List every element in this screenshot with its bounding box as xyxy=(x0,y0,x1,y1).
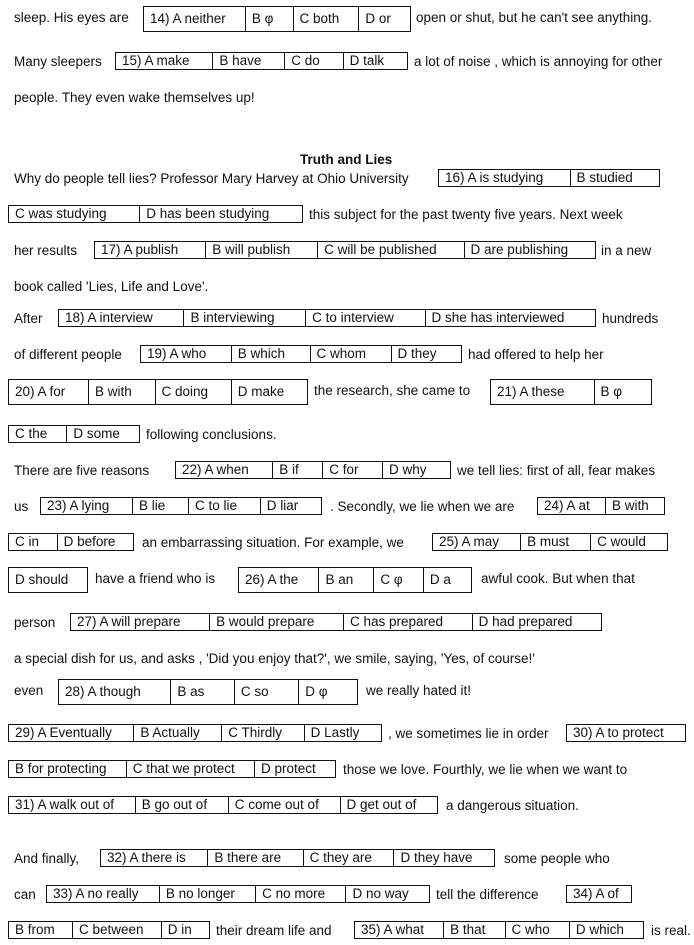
sentence-text: her results xyxy=(14,243,78,258)
answer-option[interactable]: B that xyxy=(444,922,505,938)
sentence-text: After xyxy=(14,311,43,326)
sentence-text: And finally, xyxy=(14,851,80,866)
sentence-text: their dream life and xyxy=(216,923,332,938)
answer-option[interactable]: D they have xyxy=(400,850,473,865)
text-line xyxy=(0,796,694,818)
answer-option[interactable]: C that we protect xyxy=(127,761,255,777)
answer-choice-group xyxy=(8,425,140,443)
answer-option[interactable]: D get out of xyxy=(346,797,417,812)
text-line xyxy=(0,681,694,703)
answer-option[interactable]: C do xyxy=(285,53,343,69)
text-line xyxy=(0,569,694,591)
sentence-text: an embarrassing situation. For example, we xyxy=(142,535,404,550)
text-line xyxy=(0,613,694,635)
sentence-text: open or shut, but he can't see anything. xyxy=(416,10,652,25)
sentence-text: is real. xyxy=(651,923,691,938)
answer-option[interactable]: B an xyxy=(319,568,374,592)
answer-option[interactable]: C would xyxy=(597,534,646,549)
answer-choice-group xyxy=(8,379,308,405)
answer-option[interactable]: B which xyxy=(232,346,311,362)
answer-option[interactable]: 30) A to protect xyxy=(573,725,664,740)
answer-option[interactable]: D before xyxy=(63,534,116,549)
section-title: Truth and Lies xyxy=(300,152,393,167)
answer-option[interactable]: B with xyxy=(89,380,155,404)
answer-option[interactable]: C come out of xyxy=(229,797,341,813)
answer-option[interactable]: D had prepared xyxy=(478,614,573,629)
answer-option[interactable]: 26) A the xyxy=(239,568,319,592)
answer-option[interactable]: B will publish xyxy=(206,242,318,258)
answer-option[interactable]: B must xyxy=(521,534,591,550)
answer-option[interactable]: C who xyxy=(506,922,570,938)
sentence-text: we tell lies: first of all, fear makes xyxy=(457,463,656,478)
answer-option[interactable]: B lie xyxy=(133,498,189,514)
answer-option[interactable]: C in xyxy=(9,534,58,550)
answer-choice-group xyxy=(94,241,596,259)
answer-option[interactable]: C has prepared xyxy=(344,614,473,630)
answer-option[interactable]: 24) A at xyxy=(538,498,606,514)
text-line xyxy=(0,241,694,263)
answer-option[interactable]: 28) A though xyxy=(59,680,171,704)
sentence-text: . Secondly, we lie when we are xyxy=(330,499,515,514)
text-line xyxy=(0,425,694,447)
answer-option[interactable]: B there are xyxy=(208,850,303,866)
answer-option[interactable]: 33) A no really xyxy=(47,886,160,902)
answer-option[interactable]: 15) A make xyxy=(116,53,213,69)
sentence-text: person xyxy=(14,615,56,630)
sentence-text: tell the difference xyxy=(436,887,539,902)
answer-option[interactable]: C doing xyxy=(156,380,232,404)
answer-option[interactable]: D she has interviewed xyxy=(431,310,565,325)
answer-option[interactable]: C Thirdly xyxy=(222,725,304,741)
sentence-text: a dangerous situation. xyxy=(446,798,579,813)
sentence-text: this subject for the past twenty five years. Next week xyxy=(309,207,623,222)
answer-choice-group xyxy=(46,885,430,903)
answer-choice-group xyxy=(8,567,88,593)
answer-option[interactable]: D no way xyxy=(352,886,409,901)
text-line xyxy=(0,649,694,671)
answer-option[interactable]: C the xyxy=(9,426,67,442)
text-line xyxy=(0,277,694,299)
sentence-text: awful cook. But when that xyxy=(481,571,635,586)
text-line xyxy=(0,849,694,871)
text-line xyxy=(0,205,694,227)
answer-choice-group xyxy=(8,921,210,939)
answer-option[interactable]: B Actually xyxy=(134,725,222,741)
text-line xyxy=(0,461,694,483)
answer-option[interactable]: 27) A will prepare xyxy=(71,614,210,630)
answer-choice-group xyxy=(58,309,596,327)
answer-option[interactable]: 23) A lying xyxy=(41,498,133,514)
answer-option[interactable]: C was studying xyxy=(9,206,140,222)
answer-choice-group xyxy=(8,533,134,551)
answer-option[interactable]: 14) A neither xyxy=(144,7,246,31)
answer-option[interactable]: D which xyxy=(575,922,624,937)
sentence-text: sleep. His eyes are xyxy=(14,10,129,25)
answer-option[interactable]: 22) A when xyxy=(176,462,273,478)
answer-option[interactable]: 19) A who xyxy=(141,346,232,362)
answer-option[interactable]: 29) A Eventually xyxy=(9,725,134,741)
answer-option[interactable]: D φ xyxy=(305,684,328,699)
answer-option[interactable]: C will be published xyxy=(318,242,464,258)
sentence-text: book called 'Lies, Life and Love'. xyxy=(14,279,209,294)
text-line xyxy=(0,533,694,555)
sentence-text: the research, she came to xyxy=(314,383,471,398)
answer-option[interactable]: 16) A is studying xyxy=(439,170,571,186)
answer-option[interactable]: C to interview xyxy=(306,310,425,326)
text-line xyxy=(0,760,694,782)
answer-option[interactable]: D Lastly xyxy=(310,725,360,740)
sentence-text: even xyxy=(14,683,44,698)
text-line xyxy=(0,169,694,191)
answer-choice-group xyxy=(8,205,303,223)
answer-option[interactable]: D has been studying xyxy=(146,206,270,221)
answer-option[interactable]: C between xyxy=(73,922,162,938)
answer-choice-group xyxy=(140,345,462,363)
answer-option[interactable]: B as xyxy=(171,680,235,704)
answer-choice-group xyxy=(100,849,495,867)
answer-option[interactable]: B from xyxy=(9,922,73,938)
answer-option[interactable]: D why xyxy=(389,462,427,477)
answer-option[interactable]: 35) A what xyxy=(355,922,444,938)
text-line xyxy=(0,52,694,74)
answer-choice-group xyxy=(432,533,668,551)
text-line xyxy=(0,8,694,30)
sentence-text: those we love. Fourthly, we lie when we want to xyxy=(343,762,628,777)
answer-choice-group xyxy=(40,497,322,515)
answer-option[interactable]: D protect xyxy=(261,761,316,776)
text-line xyxy=(0,309,694,331)
text-line xyxy=(0,497,694,519)
answer-option[interactable]: C so xyxy=(235,680,299,704)
answer-choice-group xyxy=(238,567,472,593)
sentence-text: in a new xyxy=(601,243,652,258)
sentence-text: Many sleepers xyxy=(14,54,102,69)
answer-option[interactable]: B interviewing xyxy=(184,310,306,326)
answer-option[interactable]: C φ xyxy=(374,568,423,592)
answer-option[interactable]: 20) A for xyxy=(9,380,89,404)
answer-choice-group xyxy=(70,613,602,631)
sentence-text: hundreds xyxy=(602,311,659,326)
sentence-text: we really hated it! xyxy=(366,683,472,698)
answer-choice-group xyxy=(438,169,660,187)
answer-choice-group xyxy=(175,461,451,479)
answer-choice-group xyxy=(115,52,408,70)
answer-option[interactable]: 31) A walk out of xyxy=(9,797,136,813)
answer-option[interactable]: B with xyxy=(612,498,649,513)
answer-option[interactable]: D make xyxy=(237,384,285,399)
answer-option[interactable]: C to lie xyxy=(189,498,261,514)
answer-option[interactable]: B for protecting xyxy=(9,761,127,777)
answer-option[interactable]: 32) A there is xyxy=(101,850,208,866)
answer-option[interactable]: D a xyxy=(429,572,451,587)
text-line xyxy=(0,381,694,403)
answer-option[interactable]: B if xyxy=(273,462,323,478)
answer-option[interactable]: 34) A of xyxy=(573,886,619,901)
text-line xyxy=(0,345,694,367)
sentence-text: Why do people tell lies? Professor Mary Harvey at Ohio University xyxy=(14,171,409,186)
answer-option[interactable]: D talk xyxy=(349,53,385,68)
answer-choice-group xyxy=(8,724,382,742)
answer-option[interactable]: B no longer xyxy=(160,886,256,902)
answer-choice-group xyxy=(58,679,358,705)
sentence-text: , we sometimes lie in order xyxy=(388,726,549,741)
sentence-text: people. They even wake themselves up! xyxy=(14,90,255,105)
answer-option[interactable]: B studied xyxy=(576,170,633,185)
text-line xyxy=(0,885,694,907)
answer-choice-group xyxy=(490,379,652,405)
sentence-text: can xyxy=(14,887,36,902)
sentence-text: There are five reasons xyxy=(14,463,150,478)
sentence-text: had offered to help her xyxy=(468,347,604,362)
sentence-text: of different people xyxy=(14,347,122,362)
answer-choice-group xyxy=(566,885,632,903)
answer-choice-group xyxy=(8,760,336,778)
sentence-text: following conclusions. xyxy=(146,427,277,442)
sentence-text: a lot of noise , which is annoying for other xyxy=(414,54,663,69)
text-line xyxy=(0,921,694,943)
answer-option[interactable]: C they are xyxy=(304,850,395,866)
sentence-text: us xyxy=(14,499,29,514)
answer-option[interactable]: D are publishing xyxy=(470,242,569,257)
answer-option[interactable]: 18) A interview xyxy=(59,310,184,326)
answer-choice-group xyxy=(8,796,438,814)
answer-option[interactable]: 17) A publish xyxy=(95,242,206,258)
answer-option[interactable]: B would prepare xyxy=(210,614,344,630)
answer-choice-group xyxy=(537,497,665,515)
answer-option[interactable]: 25) A may xyxy=(433,534,521,550)
sentence-text: some people who xyxy=(504,851,610,866)
sentence-text: a special dish for us, and asks , 'Did you enjoy that?', we smile, saying, 'Yes, of course!' xyxy=(14,651,535,666)
text-line xyxy=(0,724,694,746)
answer-option[interactable]: C whom xyxy=(311,346,392,362)
answer-choice-group xyxy=(354,921,644,939)
answer-option[interactable]: B go out of xyxy=(136,797,229,813)
answer-option[interactable]: D some xyxy=(73,426,120,441)
text-line xyxy=(0,88,694,110)
answer-option[interactable]: B φ xyxy=(246,7,294,31)
answer-choice-group xyxy=(566,724,686,742)
answer-option[interactable]: D they xyxy=(397,346,437,361)
answer-option[interactable]: 21) A these xyxy=(491,380,595,404)
answer-option[interactable]: C no more xyxy=(256,886,346,902)
answer-option[interactable]: D liar xyxy=(266,498,299,513)
answer-option[interactable]: C both xyxy=(294,7,360,31)
sentence-text: have a friend who is xyxy=(95,571,216,586)
answer-option[interactable]: D should xyxy=(15,572,69,587)
answer-option[interactable]: B φ xyxy=(600,384,623,399)
answer-choice-group xyxy=(143,6,411,32)
answer-option[interactable]: D or xyxy=(365,11,391,26)
answer-option[interactable]: C for xyxy=(323,462,383,478)
answer-option[interactable]: B have xyxy=(213,53,285,69)
answer-option[interactable]: D in xyxy=(167,922,192,937)
